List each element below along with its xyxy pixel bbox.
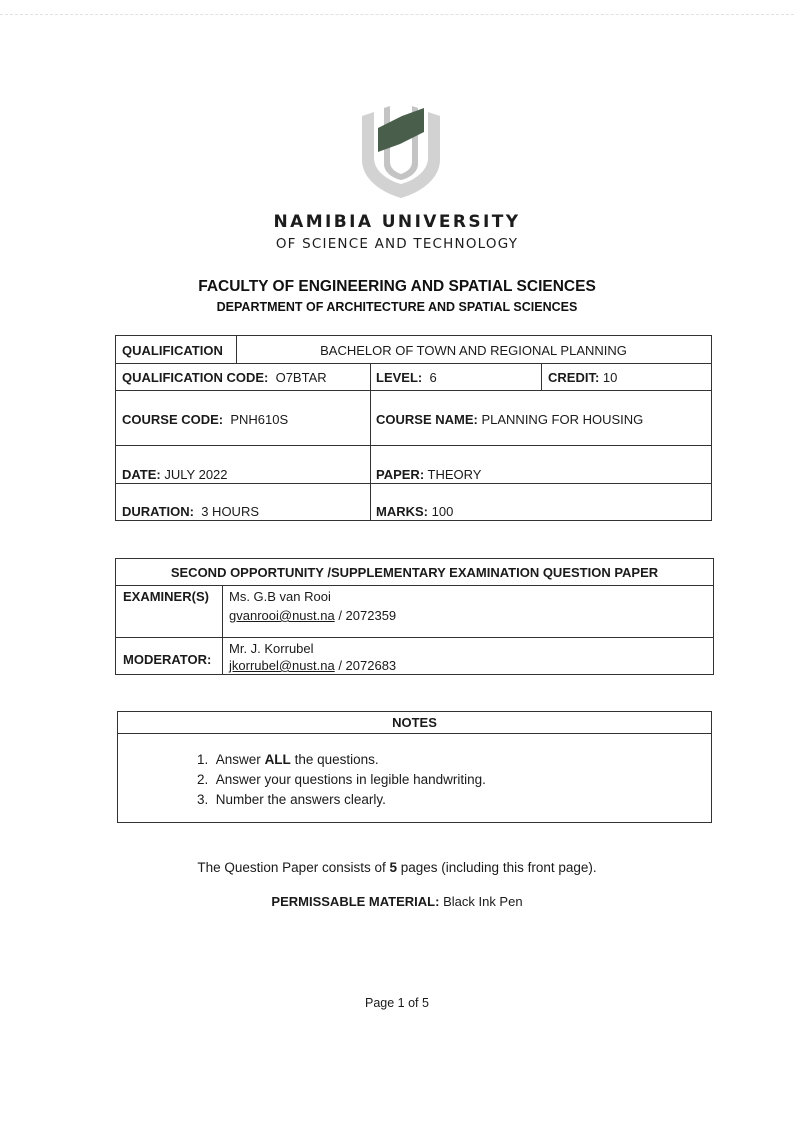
moderator-name: Mr. J. Korrubel bbox=[229, 641, 314, 656]
page-number: Page 1 of 5 bbox=[365, 996, 429, 1010]
examiner-email-link[interactable]: gvanrooi@nust.na bbox=[229, 608, 335, 623]
note-item: 1. Answer ALL the questions. bbox=[197, 752, 379, 767]
note-item: 2. Answer your questions in legible handwriting. bbox=[197, 772, 486, 787]
permissable-material: PERMISSABLE MATERIAL: Black Ink Pen bbox=[271, 894, 523, 909]
examiner-name: Ms. G.B van Rooi bbox=[229, 589, 331, 604]
examiner-label: EXAMINER(S) bbox=[123, 589, 209, 604]
moderator-contact: jkorrubel@nust.na / 2072683 bbox=[229, 658, 397, 673]
course-name: COURSE NAME: PLANNING FOR HOUSING bbox=[376, 412, 644, 427]
university-subtitle: OF SCIENCE AND TECHNOLOGY bbox=[275, 236, 519, 252]
qualification-code: QUALIFICATION CODE: O7BTAR bbox=[122, 370, 327, 385]
university-logo bbox=[358, 106, 444, 198]
qualification-value: BACHELOR OF TOWN AND REGIONAL PLANNING bbox=[320, 343, 627, 358]
notes-list bbox=[197, 750, 486, 810]
details-table bbox=[115, 335, 712, 521]
paper-type: PAPER: THEORY bbox=[376, 467, 482, 482]
department-title: DEPARTMENT OF ARCHITECTURE AND SPATIAL SCIENCES bbox=[216, 300, 578, 314]
scan-edge-line bbox=[0, 14, 794, 15]
marks: MARKS: 100 bbox=[376, 504, 454, 519]
exam-paper-title: SECOND OPPORTUNITY /SUPPLEMENTARY EXAMINATION QUESTION PAPER bbox=[170, 565, 659, 580]
course-code: COURSE CODE: PNH610S bbox=[122, 412, 289, 427]
exam-date: DATE: JULY 2022 bbox=[122, 467, 228, 482]
notes-title: NOTES bbox=[392, 715, 437, 730]
qualification-label: QUALIFICATION bbox=[122, 343, 223, 358]
examination-table bbox=[115, 558, 714, 675]
note-item: 3. Number the answers clearly. bbox=[197, 792, 386, 807]
credit: CREDIT: 10 bbox=[548, 370, 618, 385]
faculty-title: FACULTY OF ENGINEERING AND SPATIAL SCIENCES bbox=[198, 278, 596, 295]
examiner-contact: gvanrooi@nust.na / 2072359 bbox=[229, 608, 397, 623]
level: LEVEL: 6 bbox=[376, 370, 437, 385]
page-count-statement: The Question Paper consists of 5 pages (including this front page). bbox=[197, 860, 597, 875]
moderator-email-link[interactable]: jkorrubel@nust.na bbox=[229, 658, 335, 673]
duration: DURATION: 3 HOURS bbox=[122, 504, 260, 519]
university-name: NAMIBIA UNIVERSITY bbox=[273, 212, 521, 232]
moderator-label: MODERATOR: bbox=[123, 652, 212, 667]
